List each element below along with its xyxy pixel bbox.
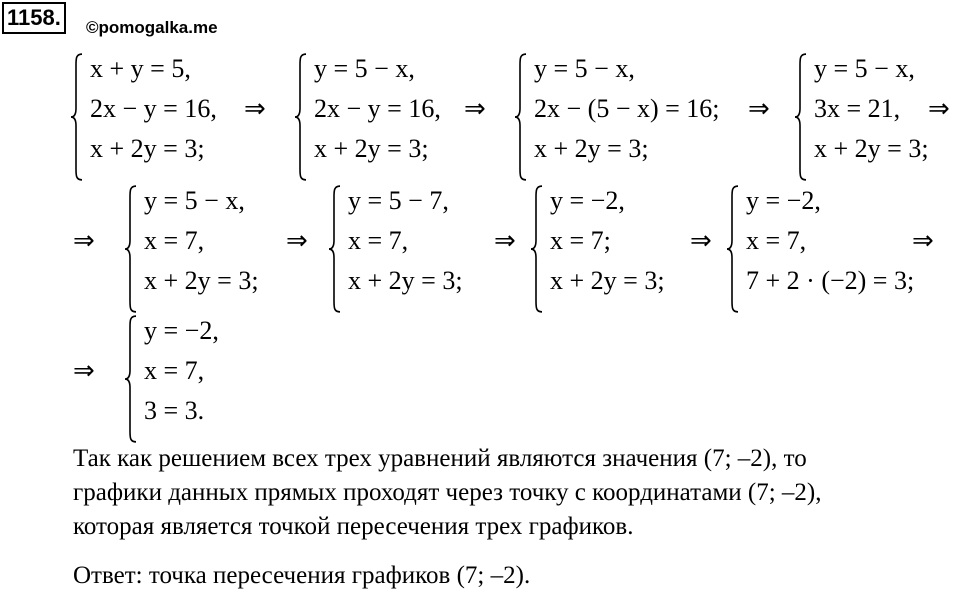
- brace-icon: [70, 52, 84, 182]
- implies-arrow: ⇒: [464, 94, 486, 123]
- problem-number: 1158.: [2, 2, 66, 34]
- equation-line: 2x − (5 − x) = 16;: [534, 94, 720, 123]
- equation-line: x + 2y = 3;: [90, 134, 205, 163]
- equation-system-4: [794, 52, 944, 182]
- equation-line: y = −2,: [746, 186, 821, 215]
- equation-line: 7 + 2 · (−2) = 3;: [746, 266, 915, 295]
- site-watermark: ©pomogalka.me: [86, 18, 218, 37]
- equation-line: x = 7,: [144, 356, 205, 385]
- equation-line: y = −2,: [550, 186, 625, 215]
- implies-arrow: ⇒: [928, 94, 950, 123]
- implies-arrow: ⇒: [494, 226, 516, 255]
- implies-arrow: ⇒: [244, 94, 266, 123]
- brace-icon: [514, 52, 528, 182]
- implies-arrow: ⇒: [748, 94, 770, 123]
- equation-system-3: [514, 52, 754, 182]
- equation-system-1: [70, 52, 310, 182]
- implies-arrow: ⇒: [912, 226, 934, 255]
- equation-line: y = 5 − x,: [314, 54, 415, 83]
- equation-system-2: [294, 52, 534, 182]
- equation-line: y = 5 − x,: [534, 54, 635, 83]
- equation-line: y = −2,: [144, 316, 219, 345]
- equation-system-9: [124, 314, 364, 444]
- implies-arrow: ⇒: [73, 226, 95, 255]
- equation-line: x = 7,: [348, 226, 409, 255]
- equation-line: x = 7,: [144, 226, 205, 255]
- equation-line: 3x = 21,: [814, 94, 901, 123]
- equation-line: x + 2y = 3;: [814, 134, 929, 163]
- equation-line: y = 5 − x,: [144, 186, 245, 215]
- equation-line: x + 2y = 3;: [534, 134, 649, 163]
- equation-line: x = 7,: [746, 226, 807, 255]
- brace-icon: [726, 184, 740, 314]
- explanation-line: которая является точкой пересечения трех графиков.: [73, 513, 634, 540]
- explanation-line: графики данных прямых проходят через точку с координатами (7; –2),: [73, 479, 822, 506]
- equation-line: 3 = 3.: [144, 396, 205, 425]
- equation-line: 2x − y = 16,: [90, 94, 217, 123]
- equation-line: 2x − y = 16,: [314, 94, 441, 123]
- equation-line: x = 7;: [550, 226, 611, 255]
- equation-line: y = 5 − x,: [814, 54, 915, 83]
- implies-arrow: ⇒: [286, 226, 308, 255]
- brace-icon: [530, 184, 544, 314]
- explanation-line: Так как решением всех трех уравнений являются значения (7; –2), то: [73, 445, 807, 472]
- equation-line: y = 5 − 7,: [348, 186, 449, 215]
- brace-icon: [294, 52, 308, 182]
- equation-line: x + 2y = 3;: [550, 266, 665, 295]
- brace-icon: [124, 314, 138, 444]
- brace-icon: [328, 184, 342, 314]
- brace-icon: [794, 52, 808, 182]
- equation-line: x + 2y = 3;: [144, 266, 259, 295]
- equation-line: x + y = 5,: [90, 54, 191, 83]
- brace-icon: [124, 184, 138, 314]
- equation-line: x + 2y = 3;: [348, 266, 463, 295]
- implies-arrow: ⇒: [73, 356, 95, 385]
- implies-arrow: ⇒: [690, 226, 712, 255]
- answer-text: Ответ: точка пересечения графиков (7; –2).: [73, 562, 531, 589]
- equation-line: x + 2y = 3;: [314, 134, 429, 163]
